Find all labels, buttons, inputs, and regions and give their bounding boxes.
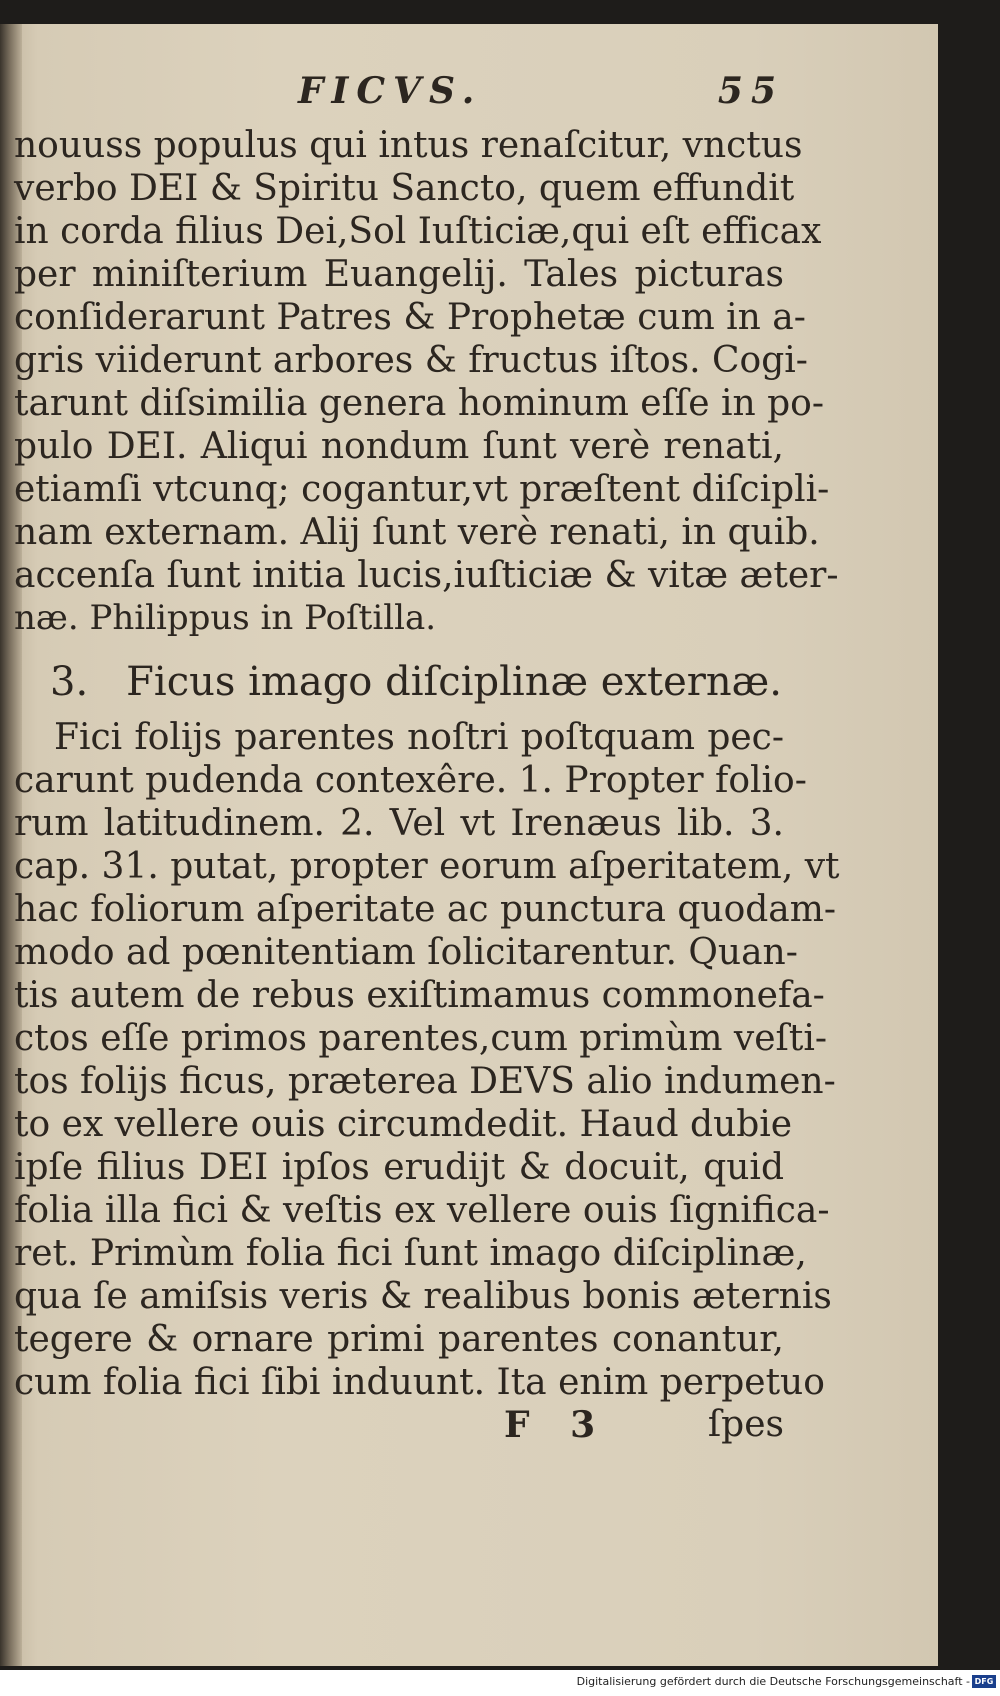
text-line-citation: næ. Philippus in Poſtilla. (14, 598, 437, 638)
catchword: ſpes (707, 1404, 784, 1445)
text-line: to ex vellere ouis circumdedit. Haud dubie (14, 1104, 793, 1145)
text-line: tos folijs ficus, præterea DEVS alio indumen- (14, 1061, 836, 1102)
text-line: tarunt diſsimilia genera hominum eſſe in po- (14, 383, 825, 424)
dfg-logo-icon: DFG (972, 1675, 996, 1688)
text-line: Fici folijs parentes noſtri poſtquam pec- (54, 717, 784, 758)
digitization-credit: Digitalisierung gefördert durch die Deutsche Forschungsgemeinschaft - (576, 1675, 970, 1688)
text-line: ret. Primùm folia fici ſunt imago diſciplinæ, (14, 1233, 807, 1274)
text-line: nouuss populus qui intus renaſcitur, vnctus (14, 125, 803, 166)
credit-bar (0, 1670, 1000, 1696)
paragraph-body (14, 716, 840, 1404)
text-line: cap. 31. putat, propter eorum aſperitatem, vt (14, 846, 840, 887)
text-line: etiamſi vtcunq; cogantur,vt præſtent diſcipli- (14, 469, 830, 510)
running-title: FICVS. (298, 70, 483, 112)
text-line: pulo DEI. Aliqui nondum ſunt verè renati, (14, 426, 784, 467)
text-line: folia illa fici & veſtis ex vellere ouis ſignifica- (14, 1190, 830, 1231)
section-title: Ficus imago diſciplinæ externæ. (126, 659, 782, 705)
text-line: per miniſterium Euangelij. Tales picturas (14, 254, 784, 295)
text-line: ctos eſſe primos parentes,cum primùm veſti- (14, 1018, 828, 1059)
text-line: carunt pudenda contexêre. 1. Propter folio- (14, 760, 807, 801)
text-line: qua ſe amiſsis veris & realibus bonis æternis (14, 1276, 832, 1317)
text-line: rum latitudinem. 2. Vel vt Irenæus lib. 3. (14, 803, 784, 844)
paragraph-top (14, 124, 839, 640)
text-line: hac foliorum aſperitate ac punctura quodam- (14, 889, 837, 930)
section-number: 3. (50, 659, 89, 705)
text-line: nam externam. Alij ſunt verè renati, in quib. (14, 512, 820, 553)
page-text (14, 70, 840, 1448)
text-line: ipſe filius DEI ipſos erudijt & docuit, quid (14, 1147, 784, 1188)
page-number: 55 (717, 70, 784, 112)
text-line: conſiderarunt Patres & Prophetæ cum in a- (14, 297, 806, 338)
text-line: verbo DEI & Spiritu Sancto, quem effundit (14, 168, 795, 209)
text-line: in corda filius Dei,Sol Iuſticiæ,qui eſt efficax (14, 211, 822, 252)
text-line: tegere & ornare primi parentes conantur, (14, 1319, 784, 1360)
text-line: tis autem de rebus exiſtimamus commonefa- (14, 975, 825, 1016)
section-heading (14, 654, 784, 710)
text-line: accenſa ſunt initia lucis,iuſticiæ & vitæ æter- (14, 555, 839, 596)
text-line: gris viiderunt arbores & fructus iſtos. Cogi- (14, 340, 808, 381)
signature-mark: F 3 (504, 1404, 610, 1446)
running-head (14, 70, 784, 124)
text-line: cum folia fici ſibi induunt. Ita enim perpetuo (14, 1362, 825, 1403)
page-footer (14, 1404, 784, 1448)
text-line: modo ad pœnitentiam ſolicitarentur. Quan- (14, 932, 798, 973)
